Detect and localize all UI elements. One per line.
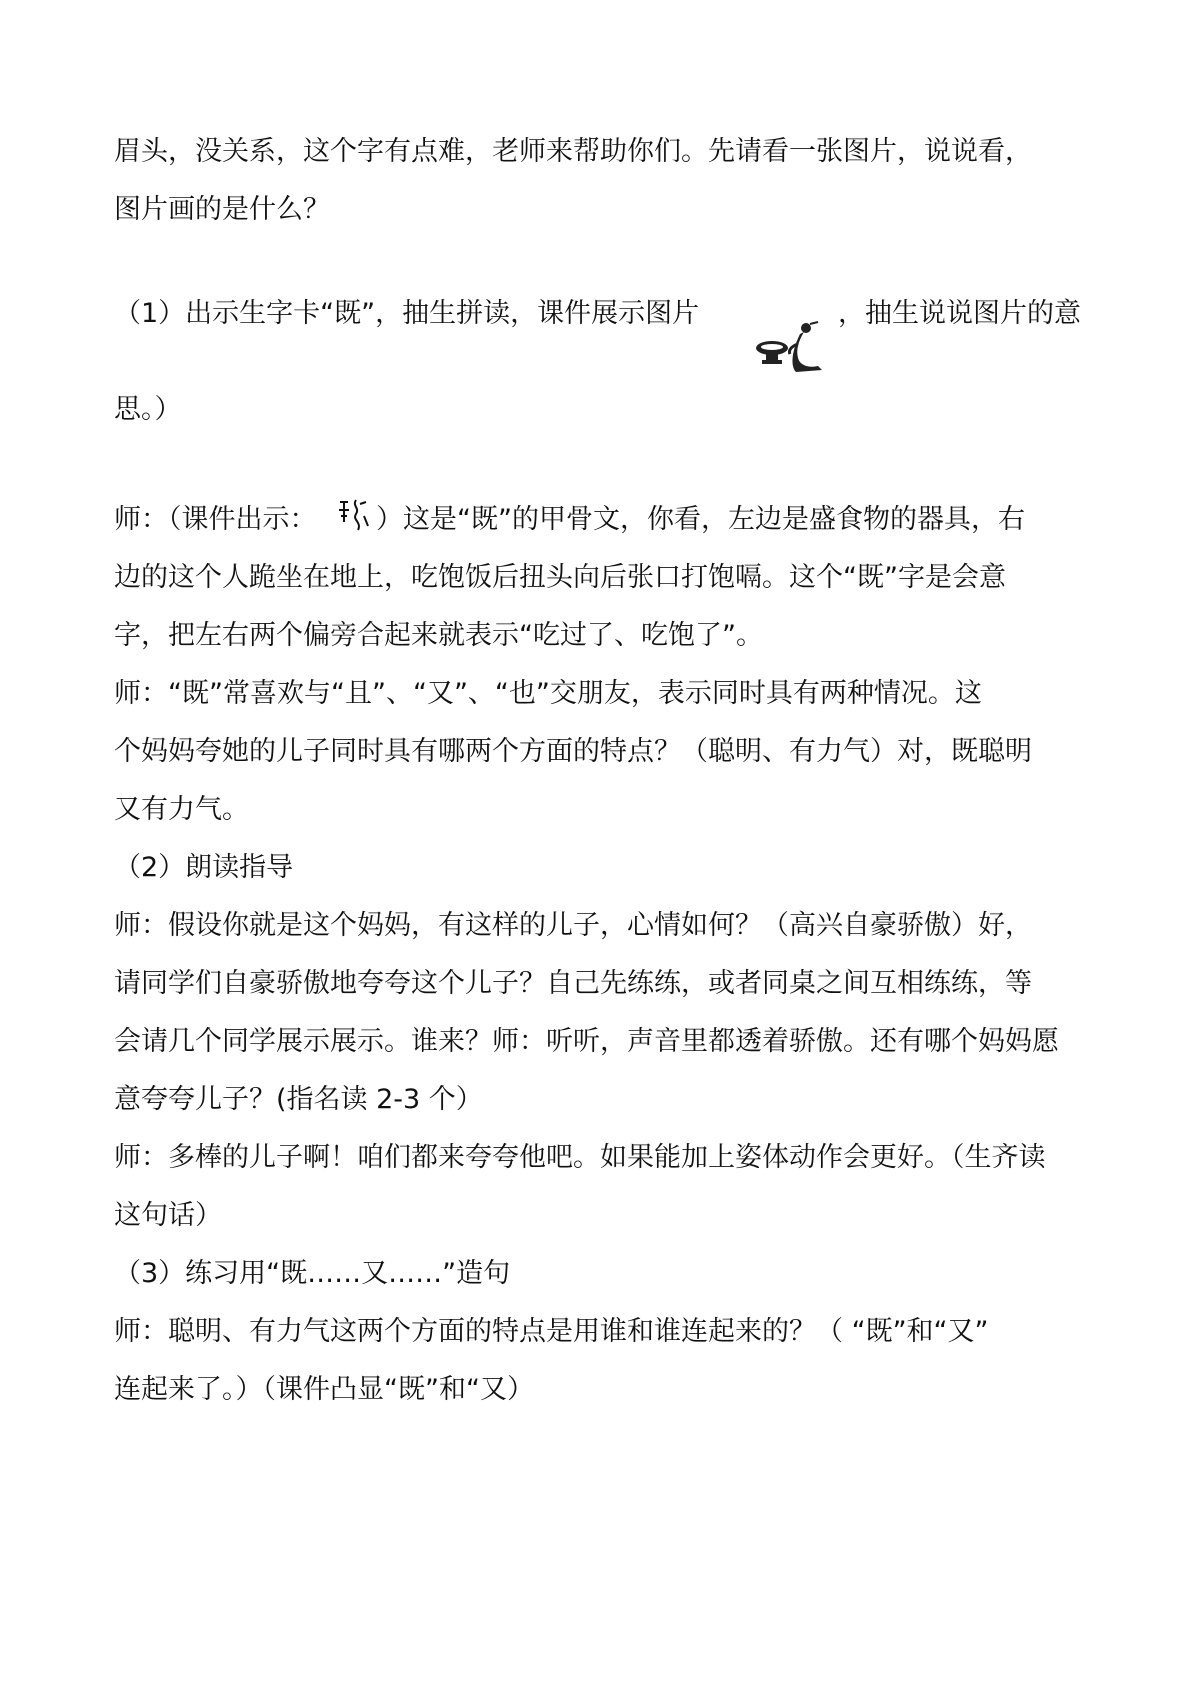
text-line: 边的这个人跪坐在地上，吃饱饭后扭头向后张口打饱嗝。这个“既”字是会意 — [114, 562, 1006, 593]
text-line: 会请几个同学展示展示。谁来？师：听听，声音里都透着骄傲。还有哪个妈妈愿 — [114, 1026, 1059, 1057]
pictograph-image — [752, 320, 828, 376]
text-line: （2）朗读指导 — [114, 852, 294, 883]
text-line: ，抽生说说图片的意 — [838, 298, 1081, 329]
text-line: 思。） — [114, 394, 182, 425]
text-line: 意夸夸儿子？(指名读 2-3 个） — [114, 1084, 483, 1115]
text-line: 图片画的是什么？ — [114, 194, 330, 225]
text-line: 又有力气。 — [114, 794, 249, 825]
text-line: 连起来了。）（课件凸显“既”和“又） — [114, 1374, 534, 1405]
text-line: （3）练习用“既……又……”造句 — [114, 1258, 511, 1289]
text-line: 师：假设你就是这个妈妈，有这样的儿子，心情如何？（高兴自豪骄傲）好， — [114, 910, 1032, 941]
oracle-bone-glyph-image — [336, 496, 370, 536]
text-line: 师：多棒的儿子啊！咱们都来夸夸他吧。如果能加上姿体动作会更好。（生齐读 — [114, 1142, 1046, 1173]
text-line: 这句话） — [114, 1200, 222, 1231]
text-line: 字，把左右两个偏旁合起来就表示“吃过了、吃饱了”。 — [114, 620, 763, 651]
text-line: ）这是“既”的甲骨文，你看，左边是盛食物的器具，右 — [376, 504, 1025, 535]
text-line: 师：（课件出示： — [114, 504, 317, 535]
text-line: 个妈妈夸她的儿子同时具有哪两个方面的特点？（聪明、有力气）对，既聪明 — [114, 736, 1032, 767]
text-line: 请同学们自豪骄傲地夸夸这个儿子？自己先练练，或者同桌之间互相练练，等 — [114, 968, 1032, 999]
text-line: （1）出示生字卡“既”，抽生拼读，课件展示图片 — [114, 298, 700, 329]
text-line: 眉头，没关系，这个字有点难，老师来帮助你们。先请看一张图片，说说看， — [114, 136, 1032, 167]
text-line: 师：“既”常喜欢与“且”、“又”、“也”交朋友，表示同时具有两种情况。这 — [114, 678, 982, 709]
text-line: 师：聪明、有力气这两个方面的特点是用谁和谁连起来的？（ “既”和“又” — [114, 1316, 989, 1347]
